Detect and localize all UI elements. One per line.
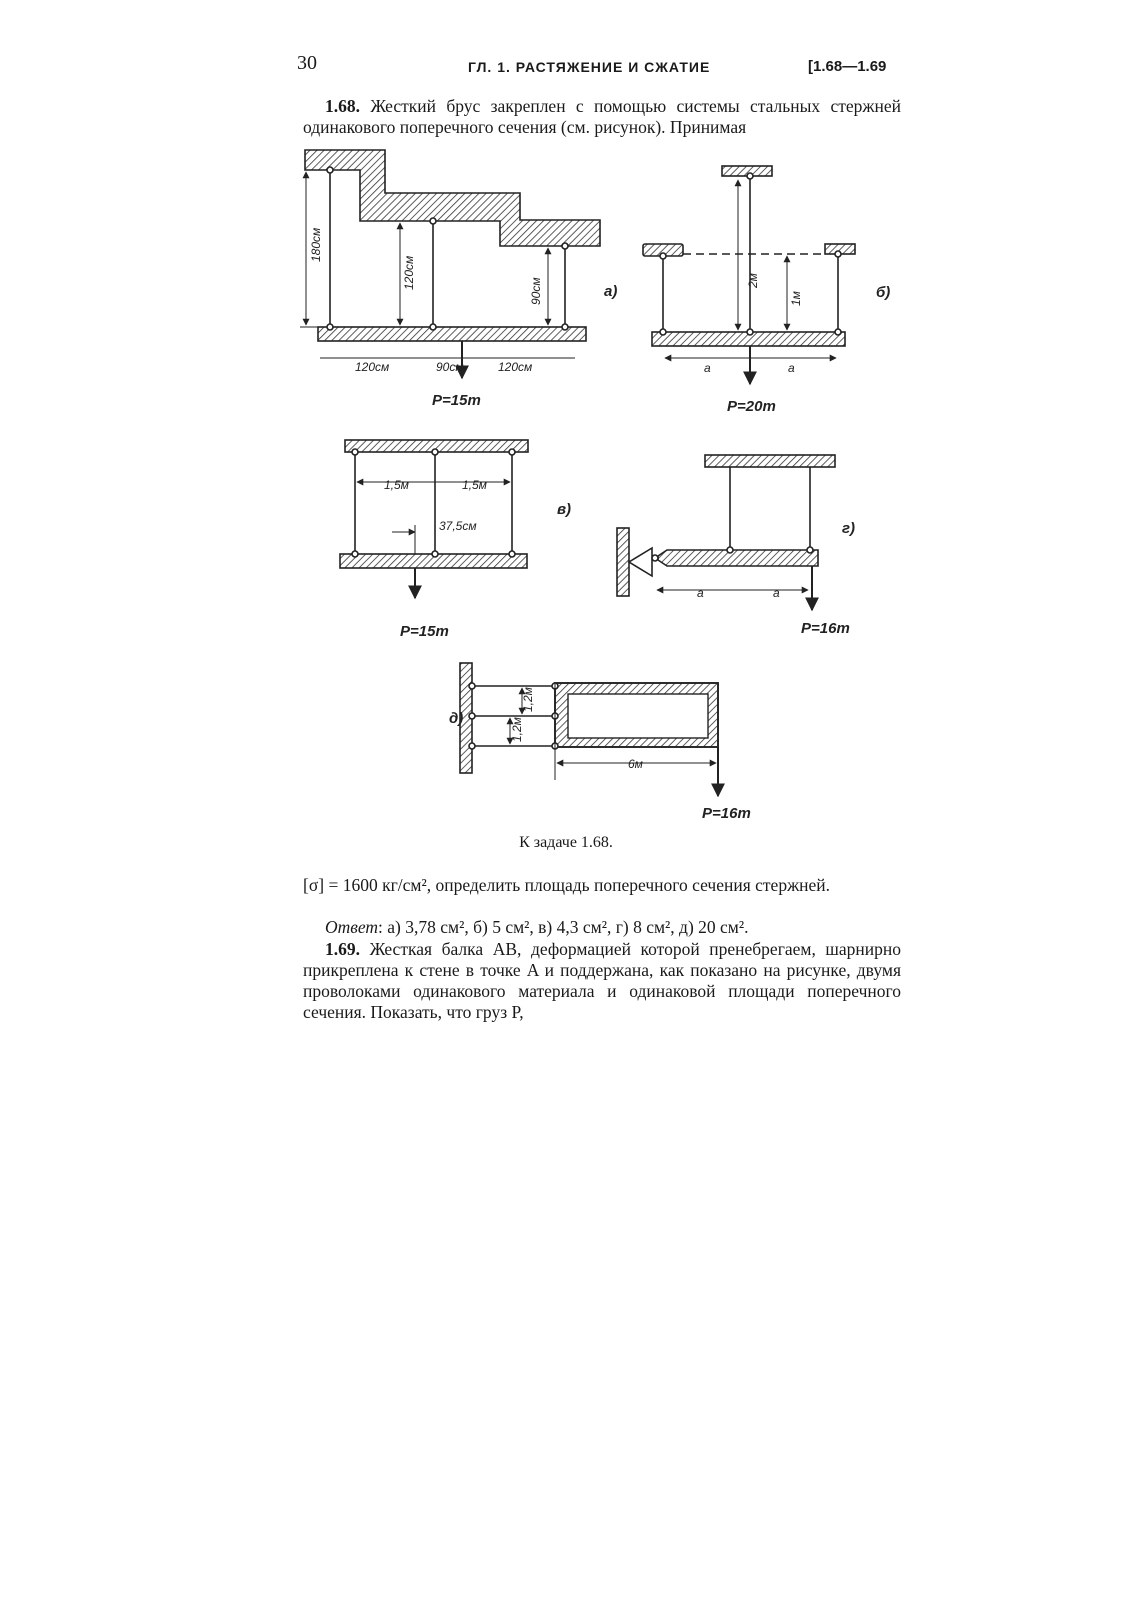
dim-d-2: 6м bbox=[628, 757, 643, 771]
problem-1-69-text bbox=[303, 939, 901, 1023]
answer-label: Ответ bbox=[325, 917, 379, 937]
problem-number: 1.68. bbox=[325, 96, 360, 116]
problem-1-68-text-cont: [σ] = 1600 кг/см², определить площадь поперечного сечения стержней. bbox=[303, 875, 831, 895]
dim-b-2: a bbox=[704, 361, 711, 375]
figure-caption: К задаче 1.68. bbox=[519, 834, 613, 851]
dim-v-0: 1,5м bbox=[384, 478, 409, 492]
problem-text: Жесткий брус закреплен с помощью системы стальных стержней одинакового поперечного сечения (см. рисунок). Принимая bbox=[303, 96, 902, 137]
figure-a-load: P=15т bbox=[432, 392, 481, 409]
dim-b-0: 2м bbox=[746, 273, 760, 288]
problem-number: 1.69. bbox=[325, 939, 360, 959]
dim-b-1: 1м bbox=[789, 291, 803, 306]
figure-a-label: а) bbox=[604, 283, 618, 300]
figure-v bbox=[340, 440, 528, 598]
dim-b-3: a bbox=[788, 361, 795, 375]
dim-v-1: 1,5м bbox=[462, 478, 487, 492]
dim-a-1: 120см bbox=[402, 255, 416, 290]
dim-a-2: 90см bbox=[529, 277, 543, 305]
figure-g-label: г) bbox=[842, 520, 856, 537]
dim-g-1: a bbox=[773, 586, 780, 600]
figure-d-load: P=16т bbox=[702, 805, 751, 822]
figure-d-label: д) bbox=[449, 710, 464, 727]
dim-a-4: 90см bbox=[436, 360, 464, 374]
figure-d bbox=[460, 663, 718, 796]
figure-a bbox=[300, 150, 600, 378]
figure-b-label: б) bbox=[876, 284, 891, 301]
dim-g-0: a bbox=[697, 586, 704, 600]
answer-line bbox=[303, 917, 901, 938]
dim-a-5: 120см bbox=[498, 360, 533, 374]
dim-v-2: 37,5см bbox=[439, 519, 477, 533]
dim-d-0: 1,2м bbox=[521, 687, 535, 712]
page-number: 30 bbox=[297, 52, 317, 74]
problem-text: Жесткая балка AB, деформацией которой пренебрегаем, шарнирно прикреплена к стене в точке A и поддержана, как показано на рисунке, двумя проволоками одинакового материала и одинаковой площади поперечного сечения. Показать, что груз P, bbox=[303, 939, 902, 1022]
figure-v-load: P=15т bbox=[400, 623, 449, 640]
chapter-title: ГЛ. 1. РАСТЯЖЕНИЕ И СЖАТИЕ bbox=[468, 59, 711, 75]
figure-v-label: в) bbox=[557, 501, 572, 518]
figure-g-load: P=16т bbox=[801, 620, 850, 637]
problem-range: [1.68—1.69 bbox=[808, 58, 887, 75]
figure-g bbox=[617, 455, 835, 610]
dim-a-0: 180см bbox=[309, 227, 323, 262]
figure-b-load: P=20т bbox=[727, 398, 776, 415]
dim-a-3: 120см bbox=[355, 360, 390, 374]
answer-text: : а) 3,78 см², б) 5 см², в) 4,3 см², г) 8 см², д) 20 см². bbox=[378, 917, 749, 937]
dim-d-1: 1,2м bbox=[510, 717, 524, 742]
